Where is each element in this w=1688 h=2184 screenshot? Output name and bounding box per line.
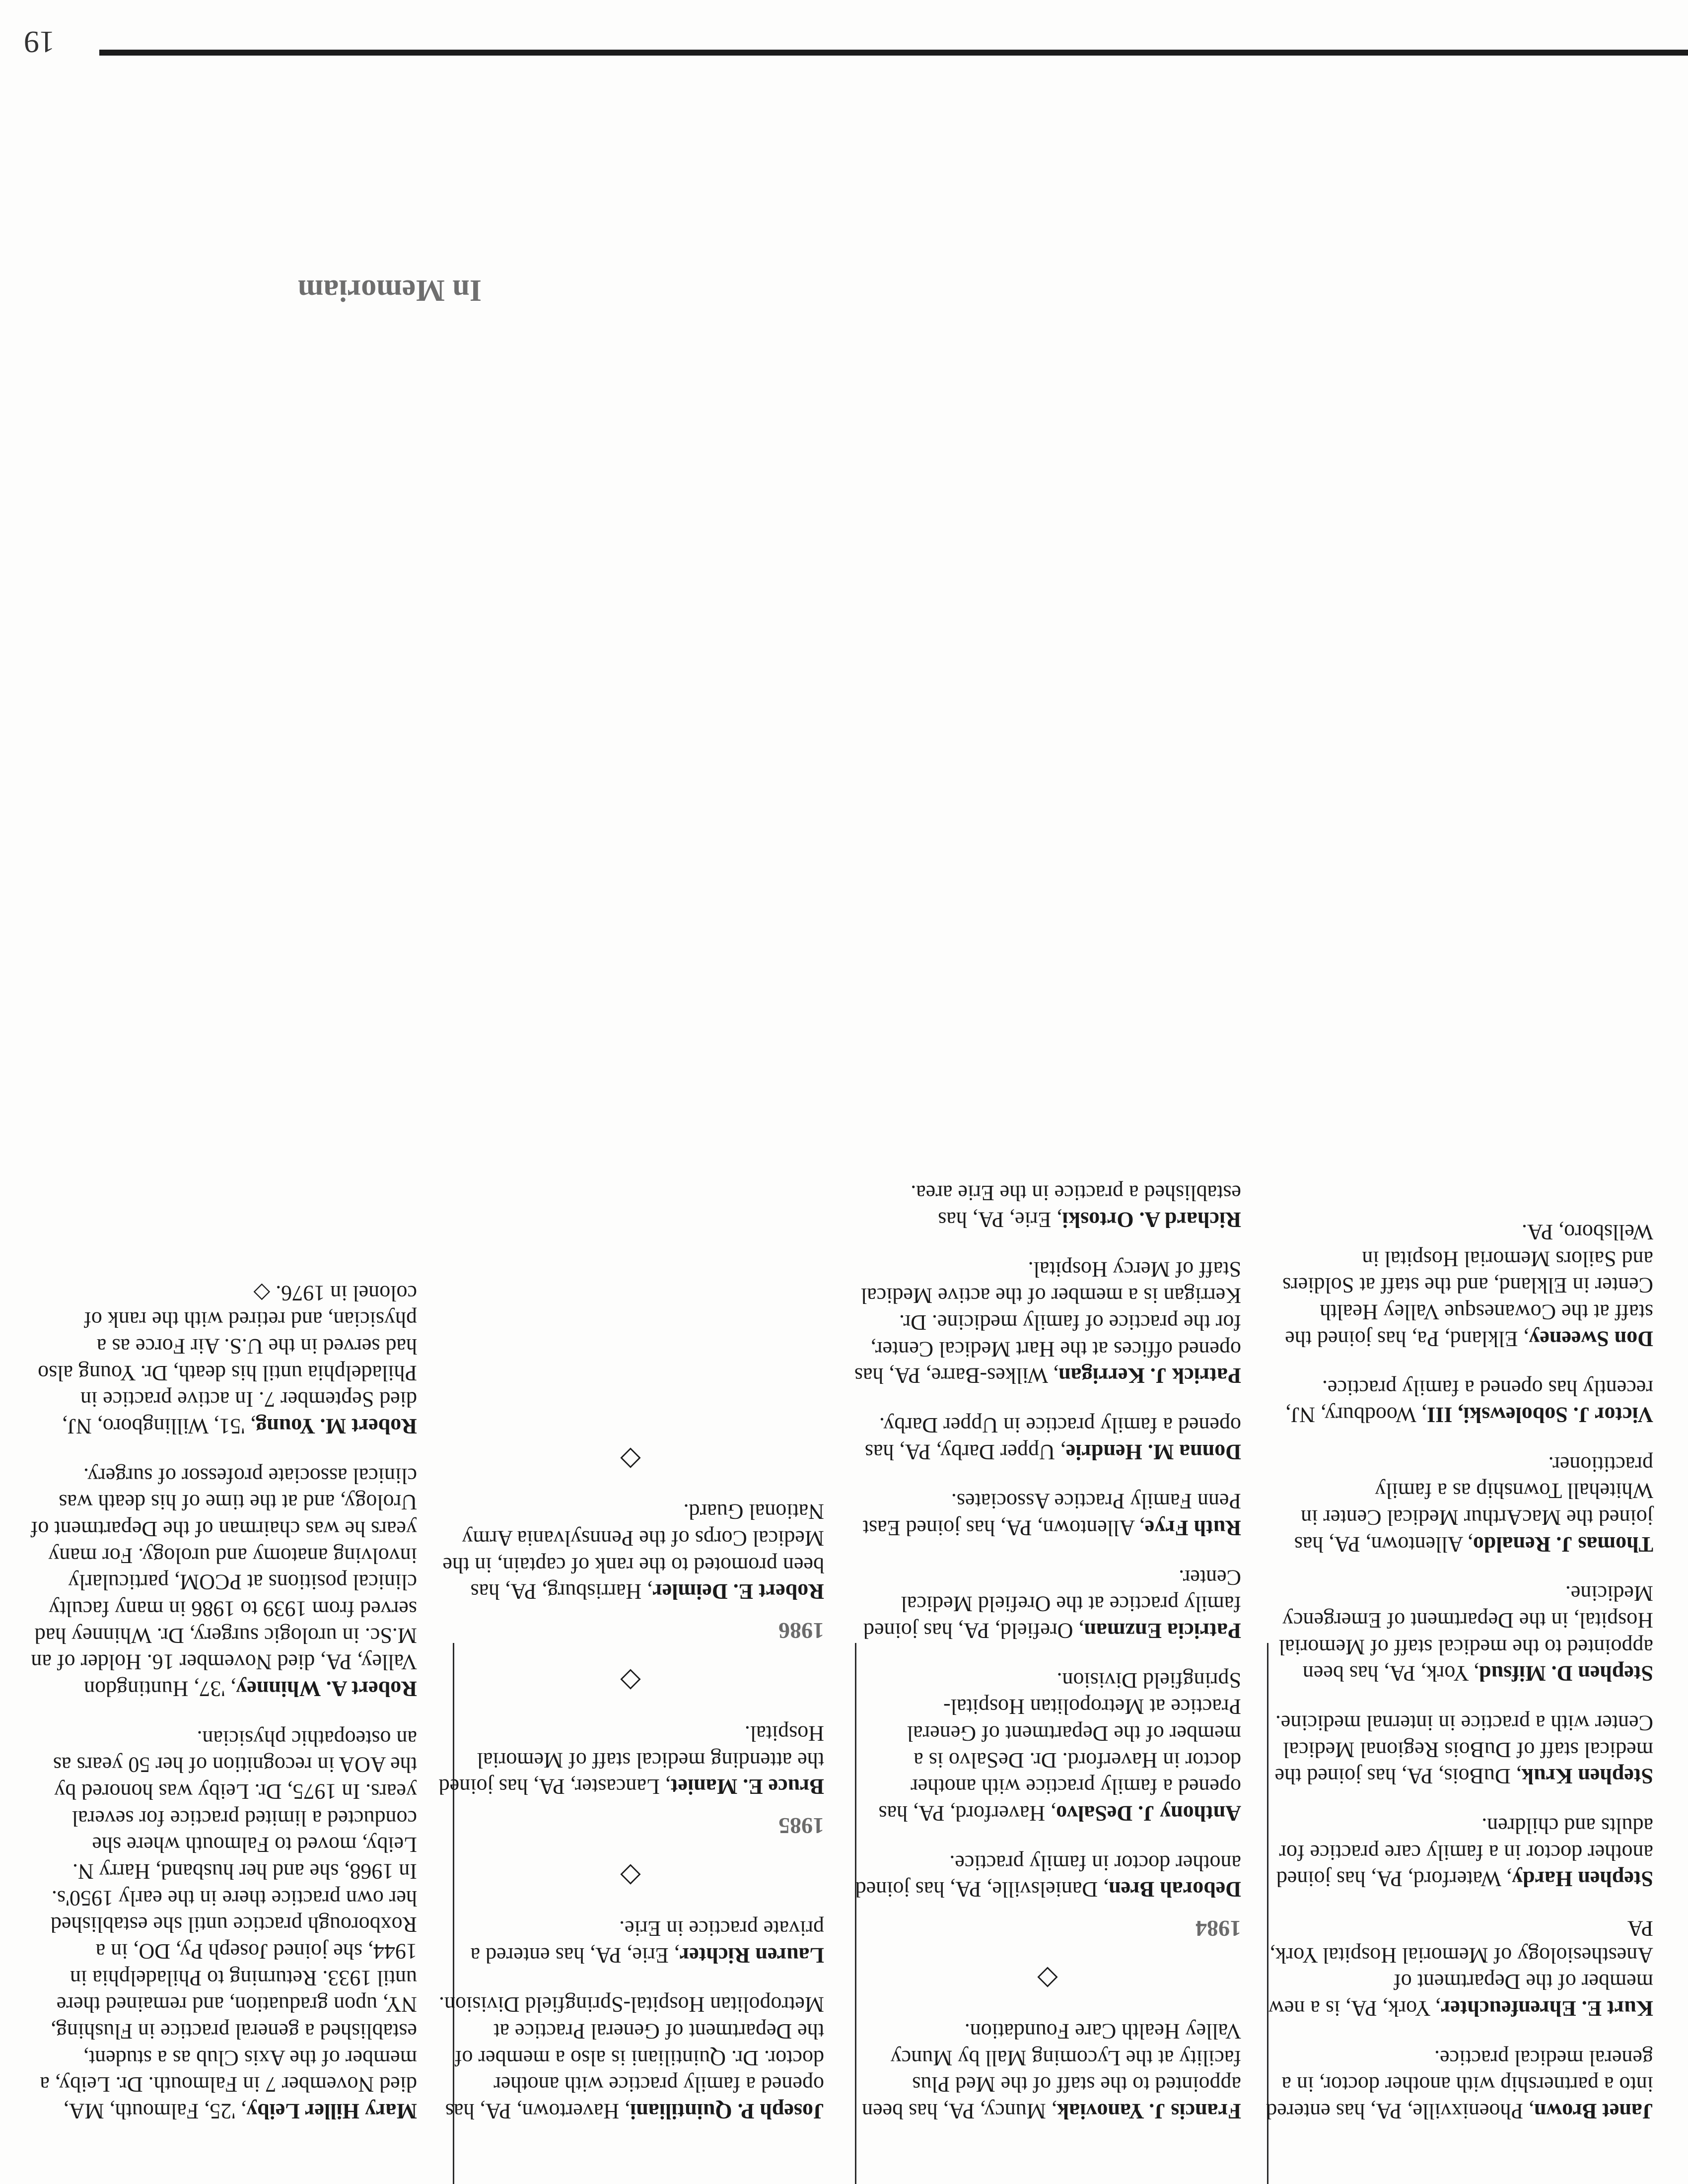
alumni-name: Stephen Kruk: [1521, 1764, 1653, 1789]
diamond-icon: ◇: [1037, 1964, 1058, 1994]
alumni-note: , '51, Willingboro, NJ, died September 7. In active practice in Philadelphia until his death, Dr. Young also had served in the U.S. Air Force as a physician, and retired with the rank of colonel in 1976. ◇: [38, 1281, 417, 1438]
class-year-heading: 1985: [778, 1813, 824, 1839]
column-1: [1266, 1196, 1653, 2124]
diamond-icon: ◇: [620, 1666, 641, 1697]
alumni-entry: [1266, 1375, 1653, 1428]
alumni-name: Patrick J. Kerrigan: [1058, 1364, 1241, 1388]
alumni-name: Francis J. Yanoviak: [1056, 2099, 1241, 2123]
alumni-note: , Haverford, PA, has opened a family practice with another doctor in Haverford. Dr. DeSalvo is a member of the Department of General Practice at Metropolitan Hospital-Springfield Division.: [878, 1668, 1241, 1826]
alumni-note: , Upper Darby, PA, has opened a family practice in Upper Darby.: [864, 1413, 1241, 1464]
alumni-note: , Lancaster, PA, has joined the attending medical staff of Memorial Hospital.: [438, 1721, 824, 1799]
alumni-name: Thomas J. Renaldo: [1473, 1532, 1653, 1557]
alumni-name: Don Sweeney: [1529, 1326, 1653, 1351]
alumni-name: Donna M. Hendrie: [1065, 1439, 1241, 1464]
alumni-entry: [437, 1720, 824, 1800]
alumni-note: , York, PA, has been appointed to the medical staff of Memorial Hospital, in the Department of Emergency Medicine.: [1278, 1581, 1653, 1686]
alumni-name: Bruce E. Maniet: [670, 1774, 824, 1799]
alumni-entry: [854, 1488, 1241, 1541]
alumni-entry: [854, 1256, 1241, 1389]
alumni-entry: [437, 1915, 824, 1968]
alumni-name: Lauren Richter: [679, 1943, 824, 1968]
alumni-note: , Erie, PA, has entered a private practice in Erie.: [470, 1916, 824, 1968]
footer-rule: [99, 50, 1688, 56]
alumni-note: , DuBois, PA, has joined the medical staff of DuBois Regional Medical Center with a practice in internal medicine.: [1274, 1710, 1653, 1789]
alumni-entry: [1266, 1219, 1653, 1352]
class-year-heading: 1984: [1196, 1916, 1241, 1942]
alumni-note: , Erie, PA, has established a practice in the Erie area.: [911, 1181, 1241, 1232]
alumni-name: Patricia Enzman: [1084, 1618, 1241, 1643]
alumni-name: Robert M. Young: [256, 1414, 417, 1438]
alumni-entry: [1266, 1915, 1653, 2022]
alumni-entry: [1266, 1812, 1653, 1892]
alumni-note: , Danielsville, PA, has joined another doctor in family practice.: [855, 1850, 1241, 1902]
alumni-note: , York, PA, is a new member of the Department of Anesthesiology of Memorial Hospital York, PA: [1268, 1916, 1653, 2021]
alumni-note: , Allentown, PA, has joined East Penn Family Practice Associates.: [862, 1489, 1241, 1540]
alumni-name: Deborah Bren: [1109, 1877, 1241, 1902]
alumni-name: Janet Brown: [1534, 2099, 1653, 2123]
alumni-name: Kurt E. Ehrenfeuchter: [1440, 1996, 1653, 2021]
alumni-entry: [854, 1412, 1241, 1465]
alumni-name: Richard A. Ortoski: [1062, 1207, 1241, 1232]
diamond-icon: ◇: [620, 1861, 641, 1892]
alumni-name: Joseph P. Quintiliani: [630, 2099, 824, 2123]
alumni-entry: [437, 1499, 824, 1605]
alumni-entry: [437, 1991, 824, 2124]
alumni-entry: [854, 1180, 1241, 1233]
alumni-name: Mary Hiller Leiby: [246, 2099, 417, 2123]
alumni-note: , '25, Falmouth, MA, died November 7 in Falmouth. Dr. Leiby, a member of the Axis Club as a student, established a general practice in Flushing, NY, upon graduation, and remained there until 1933. Returning to Philadelphia in 1944, she joined Joseph Py, DO, in a Roxborough practice until she established her own practice there in the early 1950's. In 1968, she and her husband, Harry N. Leiby, moved to Falmouth where she conducted a limited practice for several years. In 1975, Dr. Leiby was honored by the AOA in recognition of her 50 years as an osteopathic physician.: [40, 1726, 417, 2123]
alumni-entry: [30, 1280, 417, 1439]
alumni-note: , Harrisburg, PA, has been promoted to the rank of captain, in the Medical Corps of the Pennsylvania Army National Guard.: [442, 1500, 824, 1604]
alumni-entry: [30, 1462, 417, 1702]
alumni-note: , Muncy, PA, has been appointed to the staff of the Med Plus facility at the Lycoming Mall by Muncy Valley Health Care Foundation.: [862, 2019, 1241, 2123]
alumni-entry: [854, 1564, 1241, 1644]
column-2: [854, 1157, 1241, 2124]
alumni-name: Ruth Frye: [1144, 1515, 1241, 1540]
alumni-entry: [1266, 1580, 1653, 1687]
alumni-name: Stephen Hardy: [1512, 1867, 1653, 1892]
alumni-entry: [854, 1849, 1241, 1903]
alumni-entry: [854, 1667, 1241, 1827]
diamond-icon: ◇: [620, 1444, 641, 1475]
alumni-note: , Wilkes-Barre, PA, has opened offices at the Hart Medical Center, for the practice of family medicine. Dr. Kerrigan is a member of the active Medical Staff of Mercy Hospital.: [854, 1257, 1241, 1388]
page-number: 19: [24, 25, 55, 59]
alumni-entry: [1266, 2045, 1653, 2124]
column-3: [437, 1423, 824, 2124]
alumni-entry: [1266, 1451, 1653, 1558]
alumni-name: Victor J. Sobolewski, III: [1427, 1402, 1653, 1427]
alumni-note: , Waterford, PA, has joined another doctor in a family care practice for adults and children.: [1276, 1813, 1653, 1892]
class-year-heading: 1986: [778, 1618, 824, 1644]
alumni-entry: [30, 1725, 417, 2124]
alumni-name: Robert E. Deimler: [652, 1579, 824, 1604]
section-title: In Memoriam: [297, 273, 482, 307]
alumni-note: , Havertown, PA, has opened a family practice with another doctor. Dr. Quintiliani is also a member of the Department of General Practice at Metropolitan Hospital-Springfield Division.: [438, 1992, 824, 2123]
column-4: [30, 1257, 417, 2124]
alumni-note: , Phoenixville, PA, has entered into a partnership with another doctor, in a general medical practice.: [1266, 2046, 1653, 2123]
alumni-entry: [1266, 1709, 1653, 1789]
alumni-note: , Allentown, PA, has joined the MacArthur Medical Center in Whitehall Township as a family practitioner.: [1294, 1452, 1653, 1557]
alumni-note: , '37, Huntingdon Valley, PA, died November 16. Holder of an M.Sc. in urologic surgery, Dr. Whinney had served from 1939 to 1986 in many faculty clinical positions at PCOM, particularly involving anatomy and urology. For many years he was chairman of the Department of Urology, and at the time of his death was clinical associate professor of surgery.: [30, 1463, 417, 1701]
alumni-note: , Elkland, Pa, has joined the staff at the Cowanesque Valley Health Center in Elkland, and the staff at Soldiers and Sailors Memorial Hospital in Wellsboro, PA.: [1282, 1220, 1653, 1351]
alumni-entry: [854, 2018, 1241, 2124]
alumni-name: Anthony J. DeSalvo: [1056, 1801, 1241, 1826]
alumni-name: Robert A. Whinney: [236, 1676, 417, 1701]
alumni-note: , Orefield, PA, has joined family practice at the Orefield Medical Center.: [863, 1565, 1241, 1643]
alumni-note: , Woodbury, NJ, recently has opened a family practice.: [1285, 1376, 1653, 1427]
alumni-name: Stephen D. Mifsud: [1479, 1661, 1653, 1686]
